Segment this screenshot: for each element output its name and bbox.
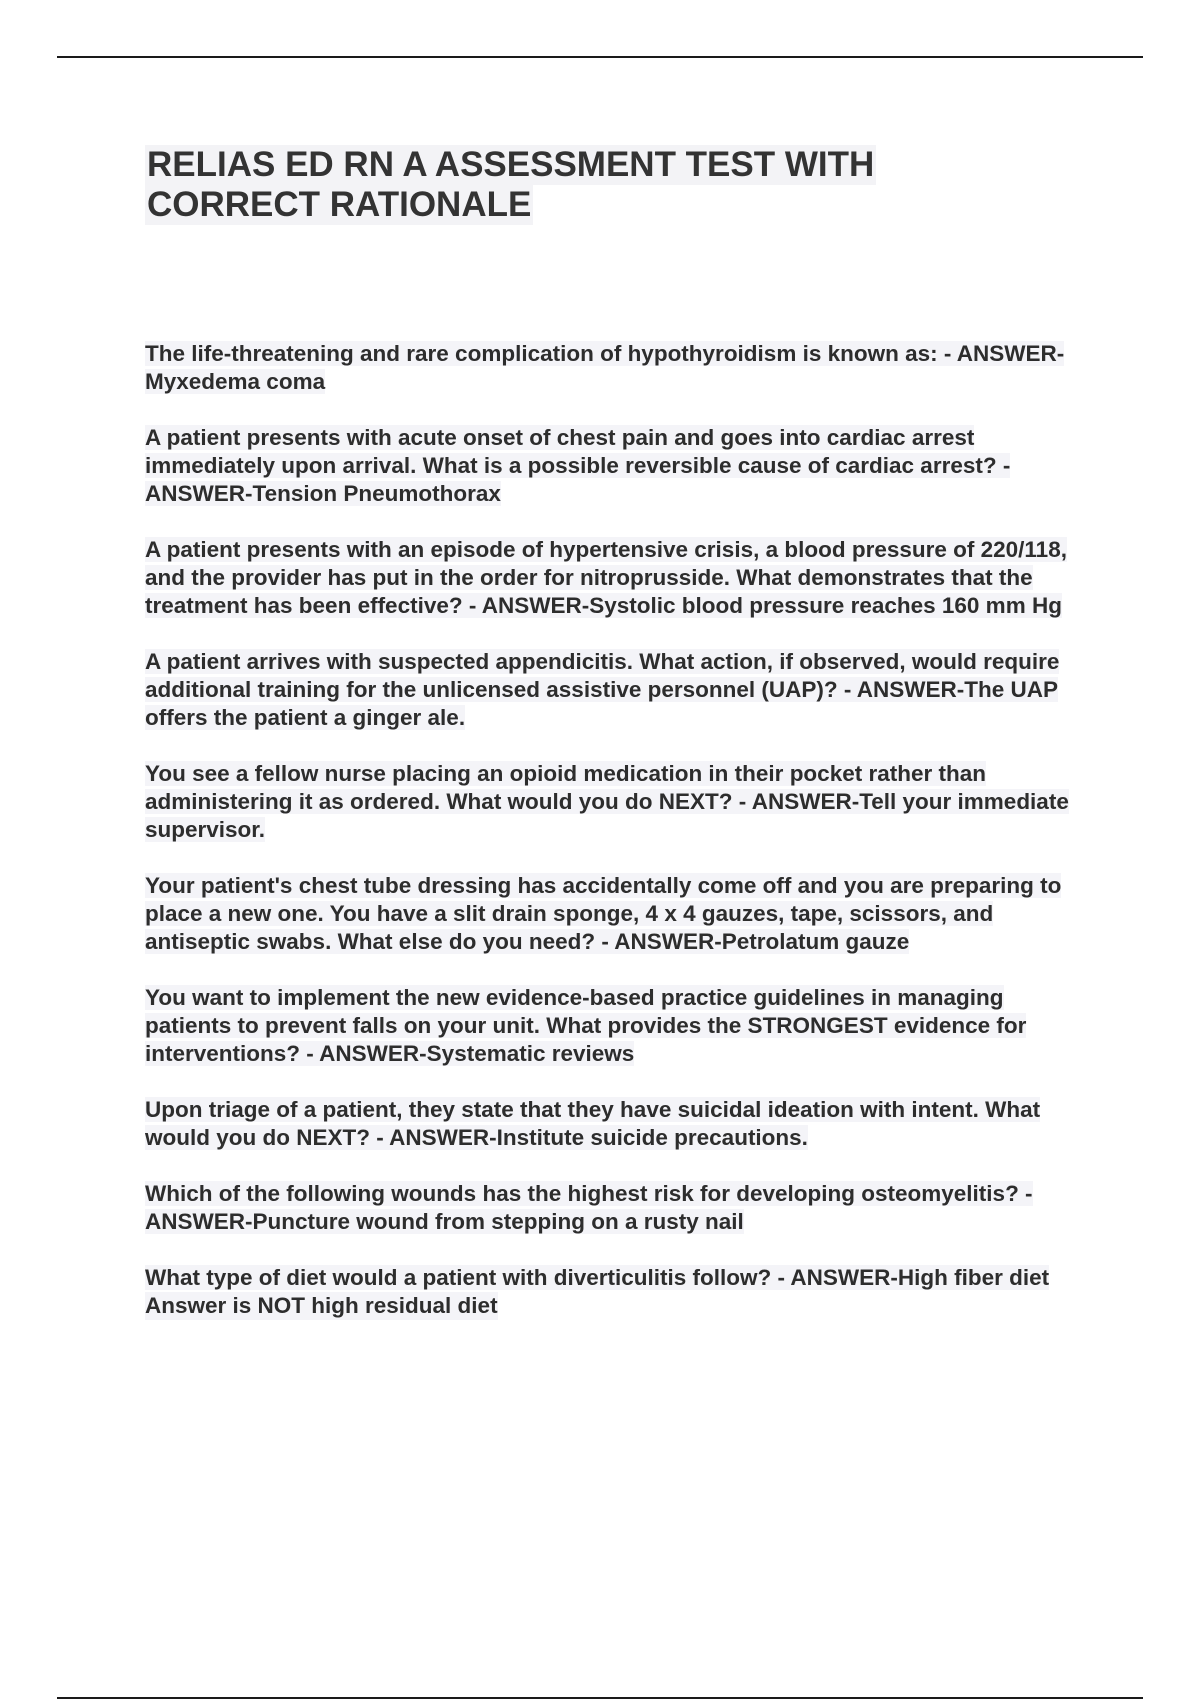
qa-item-10 (145, 1264, 1090, 1320)
qa-text: A patient presents with acute onset of chest pain and goes into cardiac arrest immediately upon arrival. What is a possible reversible cause of cardiac arrest? - ANSWER-Tension Pneumothorax (145, 425, 1011, 506)
document-title (145, 145, 965, 225)
qa-item-9 (145, 1180, 1090, 1236)
qa-note: Answer is NOT high residual diet (145, 1293, 498, 1318)
qa-item-4 (145, 648, 1090, 732)
qa-text: A patient arrives with suspected appendicitis. What action, if observed, would require additional training for the unlicensed assistive personnel (UAP)? - ANSWER-The UAP offers the patient a ginger ale. (145, 649, 1060, 730)
qa-item-1 (145, 340, 1090, 396)
qa-item-7 (145, 984, 1090, 1068)
question-answer-list (145, 340, 1090, 1348)
qa-item-8 (145, 1096, 1090, 1152)
qa-text: You see a fellow nurse placing an opioid medication in their pocket rather than administering it as ordered. What would you do NEXT? - ANSWER-Tell your immediate supervisor. (145, 761, 1069, 842)
qa-item-3 (145, 536, 1090, 620)
qa-text: What type of diet would a patient with diverticulitis follow? - ANSWER-High fiber diet (145, 1265, 1050, 1290)
qa-text: The life-threatening and rare complication of hypothyroidism is known as: - ANSWER-Myxedema coma (145, 341, 1065, 394)
qa-text: You want to implement the new evidence-based practice guidelines in managing patients to prevent falls on your unit. What provides the STRONGEST evidence for interventions? - ANSWER-Systematic reviews (145, 985, 1027, 1066)
qa-item-2 (145, 424, 1090, 508)
document-title-line-2: CORRECT RATIONALE (147, 185, 532, 224)
qa-text: Which of the following wounds has the highest risk for developing osteomyelitis? - ANSWER-Puncture wound from stepping on a rusty nail (145, 1181, 1033, 1234)
qa-text: Upon triage of a patient, they state that they have suicidal ideation with intent. What would you do NEXT? - ANSWER-Institute suicide precautions. (145, 1097, 1041, 1150)
qa-text: A patient presents with an episode of hypertensive crisis, a blood pressure of 220/118, and the provider has put in the order for nitroprusside. What demonstrates that the treatment has been effective? - ANSWER-Systolic blood pressure reaches 160 mm Hg (145, 537, 1067, 618)
header-rule (57, 56, 1143, 58)
qa-text: Your patient's chest tube dressing has accidentally come off and you are preparing to place a new one. You have a slit drain sponge, 4 x 4 gauzes, tape, scissors, and antiseptic swabs. What else do you need? - ANSWER-Petrolatum gauze (145, 873, 1062, 954)
qa-item-6 (145, 872, 1090, 956)
qa-item-5 (145, 760, 1090, 844)
footer-rule (57, 1697, 1143, 1699)
document-title-line-1: RELIAS ED RN A ASSESSMENT TEST WITH (147, 145, 875, 184)
